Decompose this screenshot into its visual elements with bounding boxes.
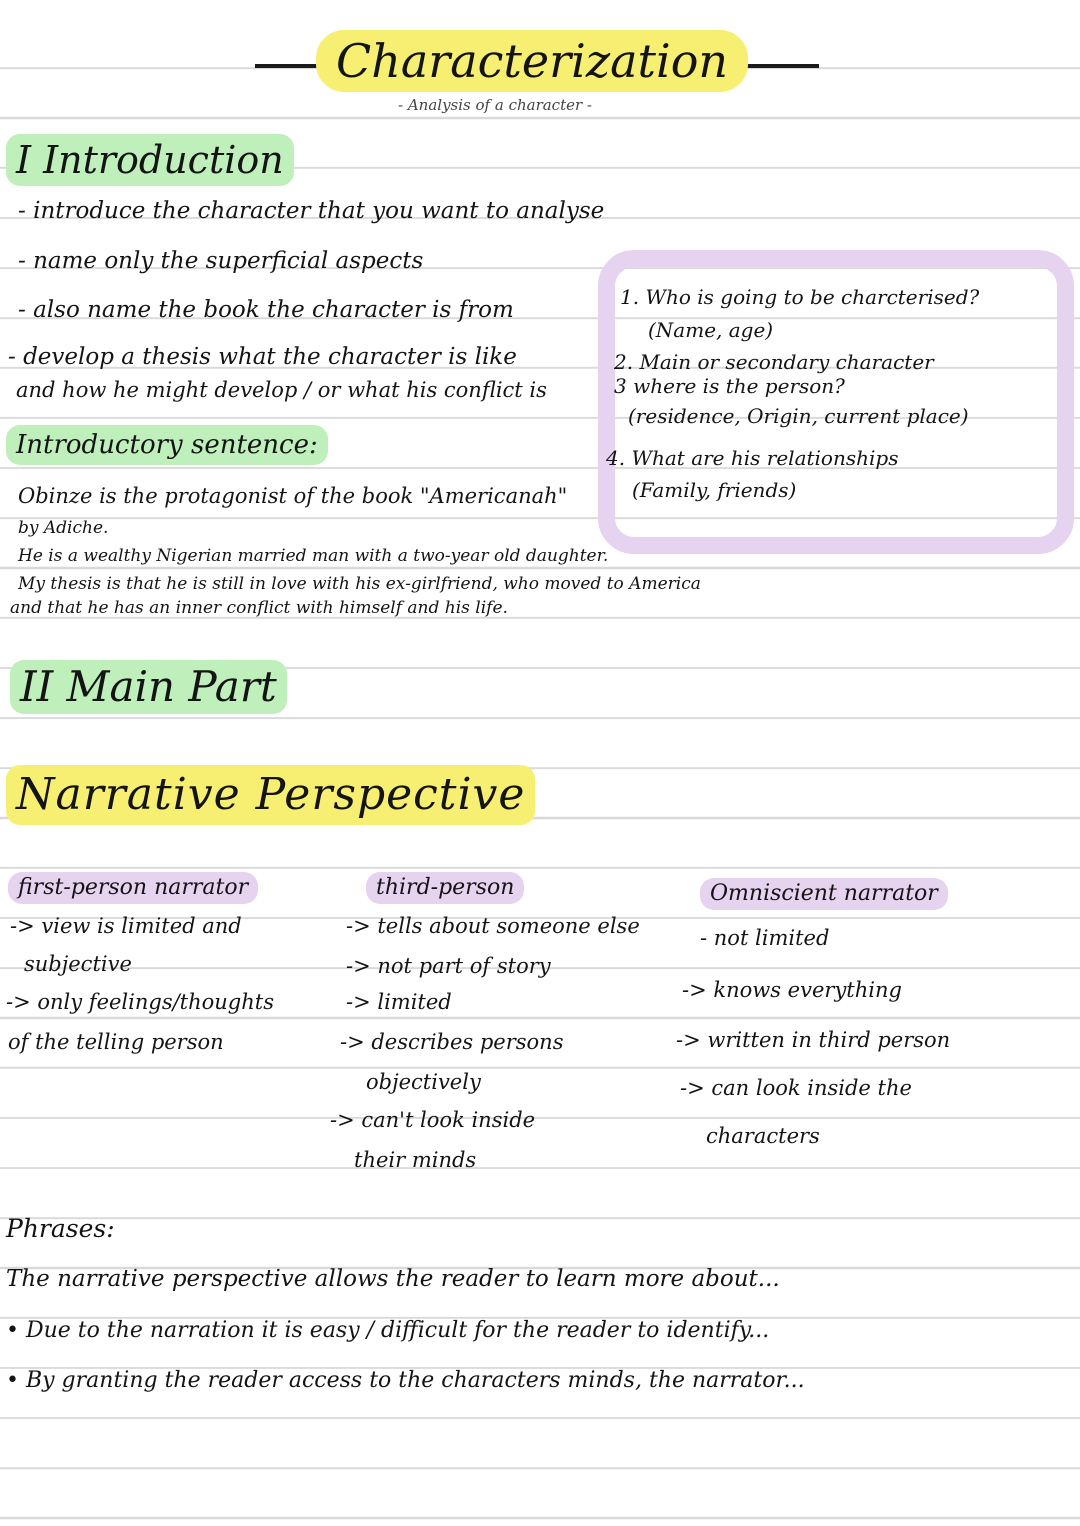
example-line: and that he has an inner conflict with himself and his life. (10, 598, 508, 618)
question-item: 2. Main or secondary character (614, 350, 934, 374)
question-item: (Name, age) (648, 318, 774, 342)
question-item: (Family, friends) (632, 478, 797, 502)
column-line: -> describes persons (340, 1030, 564, 1054)
main-heading: II Main Part (10, 660, 287, 714)
column-line: characters (706, 1124, 820, 1148)
intro-sentence-label: Introductory sentence: (6, 425, 328, 465)
intro-point: - develop a thesis what the character is like (8, 344, 517, 370)
title-rule-right (745, 64, 819, 68)
column-line: -> limited (346, 990, 452, 1014)
column-line: -> view is limited and (10, 914, 242, 938)
column-title-third-person: third-person (366, 872, 524, 904)
column-line: of the telling person (8, 1030, 224, 1054)
column-line: -> knows everything (682, 978, 902, 1002)
phrase-item: • Due to the narration it is easy / difficult for the reader to identify... (6, 1318, 770, 1343)
column-line: objectively (366, 1070, 481, 1094)
question-item: 3 where is the person? (614, 374, 845, 398)
intro-point: - name only the superficial aspects (18, 248, 424, 274)
example-line: My thesis is that he is still in love with his ex-girlfriend, who moved to America (18, 574, 701, 594)
column-line: -> written in third person (676, 1028, 951, 1052)
example-line: Obinze is the protagonist of the book "Americanah" (18, 484, 568, 508)
example-line: He is a wealthy Nigerian married man with a two-year old daughter. (18, 546, 609, 566)
intro-point: - also name the book the character is from (18, 297, 514, 323)
phrases-label: Phrases: (6, 1214, 115, 1243)
example-line: by Adiche. (18, 518, 109, 538)
question-item: (residence, Origin, current place) (628, 404, 969, 428)
column-line: -> can't look inside (330, 1108, 536, 1132)
narrative-perspective-heading: Narrative Perspective (6, 765, 535, 825)
column-line: -> tells about someone else (346, 914, 640, 938)
column-line: -> can look inside the (680, 1076, 912, 1100)
column-line: - not limited (700, 926, 830, 950)
column-title-omniscient: Omniscient narrator (700, 878, 948, 910)
column-line: -> only feelings/thoughts (6, 990, 274, 1014)
phrase-item: The narrative perspective allows the reader to learn more about... (6, 1266, 780, 1292)
column-title-first-person: first-person narrator (8, 872, 258, 904)
intro-point: and how he might develop / or what his conflict is (16, 378, 547, 402)
page-title: Characterization (316, 30, 748, 92)
page-subtitle: - Analysis of a character - (398, 96, 592, 114)
question-item: 1. Who is going to be charcterised? (620, 285, 980, 309)
question-item: 4. What are his relationships (606, 446, 899, 470)
column-line: -> not part of story (346, 954, 551, 978)
intro-heading: I Introduction (6, 134, 294, 186)
title-rule-left (255, 64, 317, 68)
intro-point: - introduce the character that you want to analyse (18, 198, 605, 224)
column-line: subjective (24, 952, 132, 976)
column-line: their minds (354, 1148, 477, 1172)
phrase-item: • By granting the reader access to the characters minds, the narrator... (6, 1368, 805, 1393)
